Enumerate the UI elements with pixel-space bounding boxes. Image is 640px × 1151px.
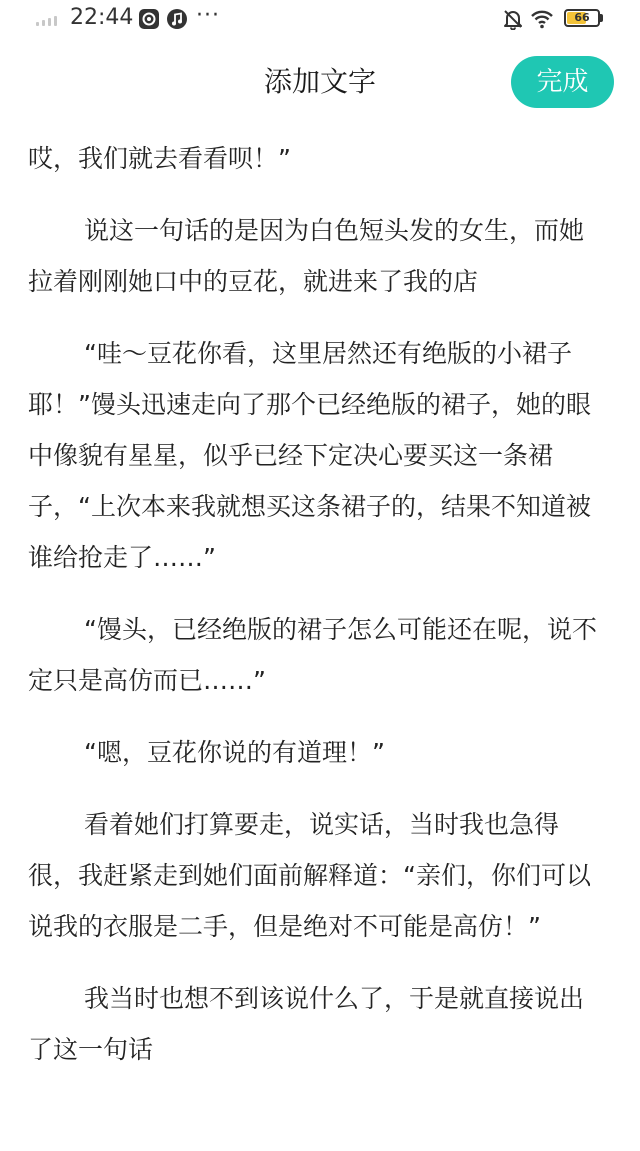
app-notification-icon [138, 8, 160, 30]
signal-icon [36, 14, 57, 26]
paragraph: 我当时也想不到该说什么了，于是就直接说出了这一句话 [28, 984, 585, 1064]
battery-icon [564, 9, 600, 27]
status-time: 22:44 [70, 5, 134, 30]
header [0, 40, 640, 126]
paragraph: 看着她们打算要走，说实话，当时我也急得很，我赶紧走到她们面前解释道：“亲们，你们可以说我的衣服是二手，但是绝对不可能是高仿！” [28, 810, 591, 941]
mute-icon [502, 8, 524, 30]
page-title: 添加文字 [263, 65, 376, 98]
paragraph: “嗯，豆花你说的有道理！” [84, 738, 385, 767]
paragraph: “哇～豆花你看，这里居然还有绝版的小裙子耶！”馒头迅速走向了那个已经绝版的裙子，她的眼中像貌有星星，似乎已经下定决心要买这一条裙子，“上次本来我就想买这条裙子的，结果不知道被谁给抢走了……” [28, 339, 591, 572]
text-editor-area[interactable] [28, 133, 598, 1095]
paragraph: 哎，我们就去看看呗！” [28, 144, 291, 173]
done-button[interactable]: 完成 [511, 56, 614, 108]
paragraph: “馒头，已经绝版的裙子怎么可能还在呢，说不定只是高仿而已……” [28, 615, 597, 695]
battery-cap [600, 14, 603, 22]
paragraph: 说这一句话的是因为白色短头发的女生，而她拉着刚刚她口中的豆花，就进来了我的店 [28, 216, 585, 296]
status-bar [0, 0, 640, 38]
battery-level-text: 66 [574, 11, 590, 24]
more-notifications-icon: ··· [196, 3, 220, 28]
music-notification-icon [166, 8, 188, 30]
wifi-icon [530, 8, 554, 30]
